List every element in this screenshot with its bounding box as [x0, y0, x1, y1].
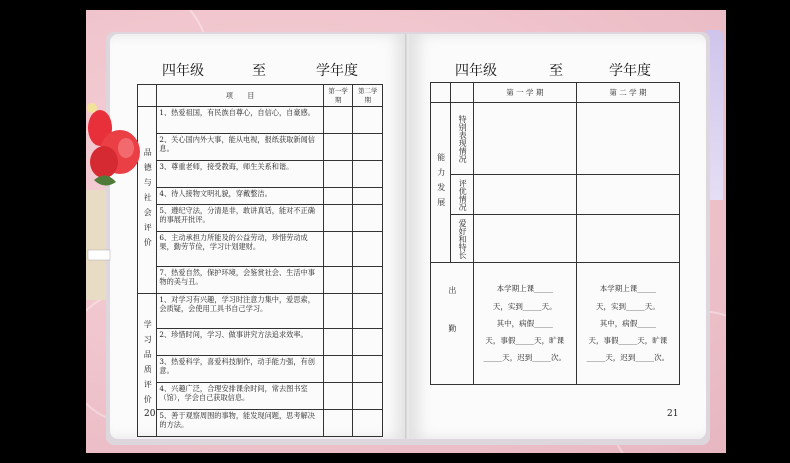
ability-cell[interactable] — [576, 175, 679, 215]
score-cell[interactable] — [353, 188, 383, 205]
rose-petal — [118, 138, 134, 158]
evaluation-table — [137, 84, 383, 437]
attendance-line: 其中，病假_____ — [599, 318, 657, 328]
leaf — [94, 175, 116, 185]
flower-decoration-icon — [86, 100, 148, 300]
col-term2: 第 二 学 期 — [576, 83, 679, 103]
table-row: 3、热爱科学，喜爱科技制作，动手能力强，有创意。 — [157, 356, 323, 383]
table-row: 1、热爱祖国，有民族自尊心，自信心，自豪感。 — [157, 107, 323, 134]
table-row: 6、主动承担力所能及的公益劳动，珍惜劳动成果，勤劳节俭，学习计划建财。 — [157, 232, 323, 267]
ability-table — [430, 82, 680, 385]
score-cell[interactable] — [323, 232, 353, 267]
score-cell[interactable] — [353, 267, 383, 294]
score-cell[interactable] — [353, 294, 383, 329]
col-term1: 第一学期 — [323, 85, 353, 107]
score-cell[interactable] — [353, 134, 383, 161]
ability-row-label: 特别表现情况 — [451, 103, 473, 175]
table-row: 4、待人接物文明礼貌，穿戴整洁。 — [157, 188, 323, 205]
score-cell[interactable] — [323, 267, 353, 294]
score-cell[interactable] — [323, 356, 353, 383]
score-cell[interactable] — [323, 107, 353, 134]
score-cell[interactable] — [353, 161, 383, 188]
score-cell[interactable] — [353, 383, 383, 410]
left-header-grade: 四年级 — [162, 63, 204, 79]
ability-cell[interactable] — [473, 215, 576, 263]
attendance-line: 本学期上课_____ — [599, 284, 657, 294]
score-cell[interactable] — [323, 205, 353, 232]
ability-cell[interactable] — [576, 215, 679, 263]
score-cell[interactable] — [323, 161, 353, 188]
pot-tag — [88, 250, 110, 260]
col-term2: 第二学期 — [353, 85, 383, 107]
ability-cell[interactable] — [473, 103, 576, 175]
score-cell[interactable] — [323, 294, 353, 329]
attendance-term1[interactable] — [473, 263, 576, 385]
table-row: 5、遵纪守法，分清是非，敢讲真话，能对不正确的事展开批评。 — [157, 205, 323, 232]
col-term1: 第 一 学 期 — [473, 83, 576, 103]
score-cell[interactable] — [353, 107, 383, 134]
attendance-line: 天，实到_____天。 — [596, 301, 660, 311]
left-page — [110, 34, 407, 439]
attendance-line: 天，事假_____天，旷课 — [588, 336, 668, 346]
ability-cell[interactable] — [576, 103, 679, 175]
table-row: 2、珍惜时间，学习、做事讲究方法追求效率。 — [157, 329, 323, 356]
left-header-year: 学年度 — [316, 63, 358, 79]
table-row: 2、关心国内外大事，能从电视，报纸获取新闻信息。 — [157, 134, 323, 161]
attendance-line: 其中，病假_____ — [496, 318, 553, 328]
section-label-study: 学习品质评价 — [138, 294, 157, 437]
attendance-label: 出勤 — [431, 263, 474, 385]
attendance-line: _____天，迟到_____次。 — [483, 353, 567, 363]
page-number-right: 21 — [667, 409, 679, 419]
ability-row-label: 评优情况 — [451, 175, 473, 215]
rose-petal — [90, 146, 118, 178]
score-cell[interactable] — [353, 329, 383, 356]
table-row: 5、善于观察周围的事物，能发现问题，思考解决的方法。 — [157, 410, 323, 437]
right-header-grade: 四年级 — [455, 63, 497, 79]
score-cell[interactable] — [353, 356, 383, 383]
attendance-term2[interactable] — [576, 263, 679, 385]
left-header-to: 至 — [252, 63, 266, 79]
right-header-to: 至 — [549, 63, 563, 79]
ability-row-label: 爱好和特长 — [451, 215, 473, 263]
flower-pot — [86, 190, 106, 300]
score-cell[interactable] — [323, 188, 353, 205]
attendance-line: 天，事假_____天，旷课 — [485, 336, 565, 346]
table-row: 4、兴趣广泛，合理安排课余时间，常去图书室（馆），学会自己获取信息。 — [157, 383, 323, 410]
page-number-left: 20 — [144, 409, 156, 419]
attendance-line: 天，实到_____天。 — [492, 301, 557, 311]
corner-cell — [431, 83, 451, 103]
score-cell[interactable] — [323, 329, 353, 356]
score-cell[interactable] — [353, 410, 383, 437]
bud — [87, 103, 97, 113]
attendance-line: 本学期上课_____ — [496, 284, 553, 294]
right-header-year: 学年度 — [609, 63, 651, 79]
table-row: 3、尊重老师，接受教诲，师生关系和谐。 — [157, 161, 323, 188]
score-cell[interactable] — [323, 134, 353, 161]
score-cell[interactable] — [323, 383, 353, 410]
score-cell[interactable] — [323, 410, 353, 437]
score-cell[interactable] — [353, 232, 383, 267]
attendance-line: _____天，迟到_____次。 — [586, 353, 670, 363]
col-item: 项 目 — [157, 85, 323, 107]
table-row: 1、对学习有兴趣，学习时注意力集中，爱思索，会质疑，会使用工具书自己学习。 — [157, 294, 323, 329]
table-row: 7、热爱自然，保护环境，会鉴赏社会、生活中事物的美与丑。 — [157, 267, 323, 294]
corner-cell — [451, 83, 473, 103]
section-label-moral: 品德与社会评价 — [138, 107, 157, 294]
right-page — [409, 34, 706, 439]
ability-cell[interactable] — [473, 175, 576, 215]
score-cell[interactable] — [353, 205, 383, 232]
ability-label: 能力发展 — [431, 103, 451, 263]
